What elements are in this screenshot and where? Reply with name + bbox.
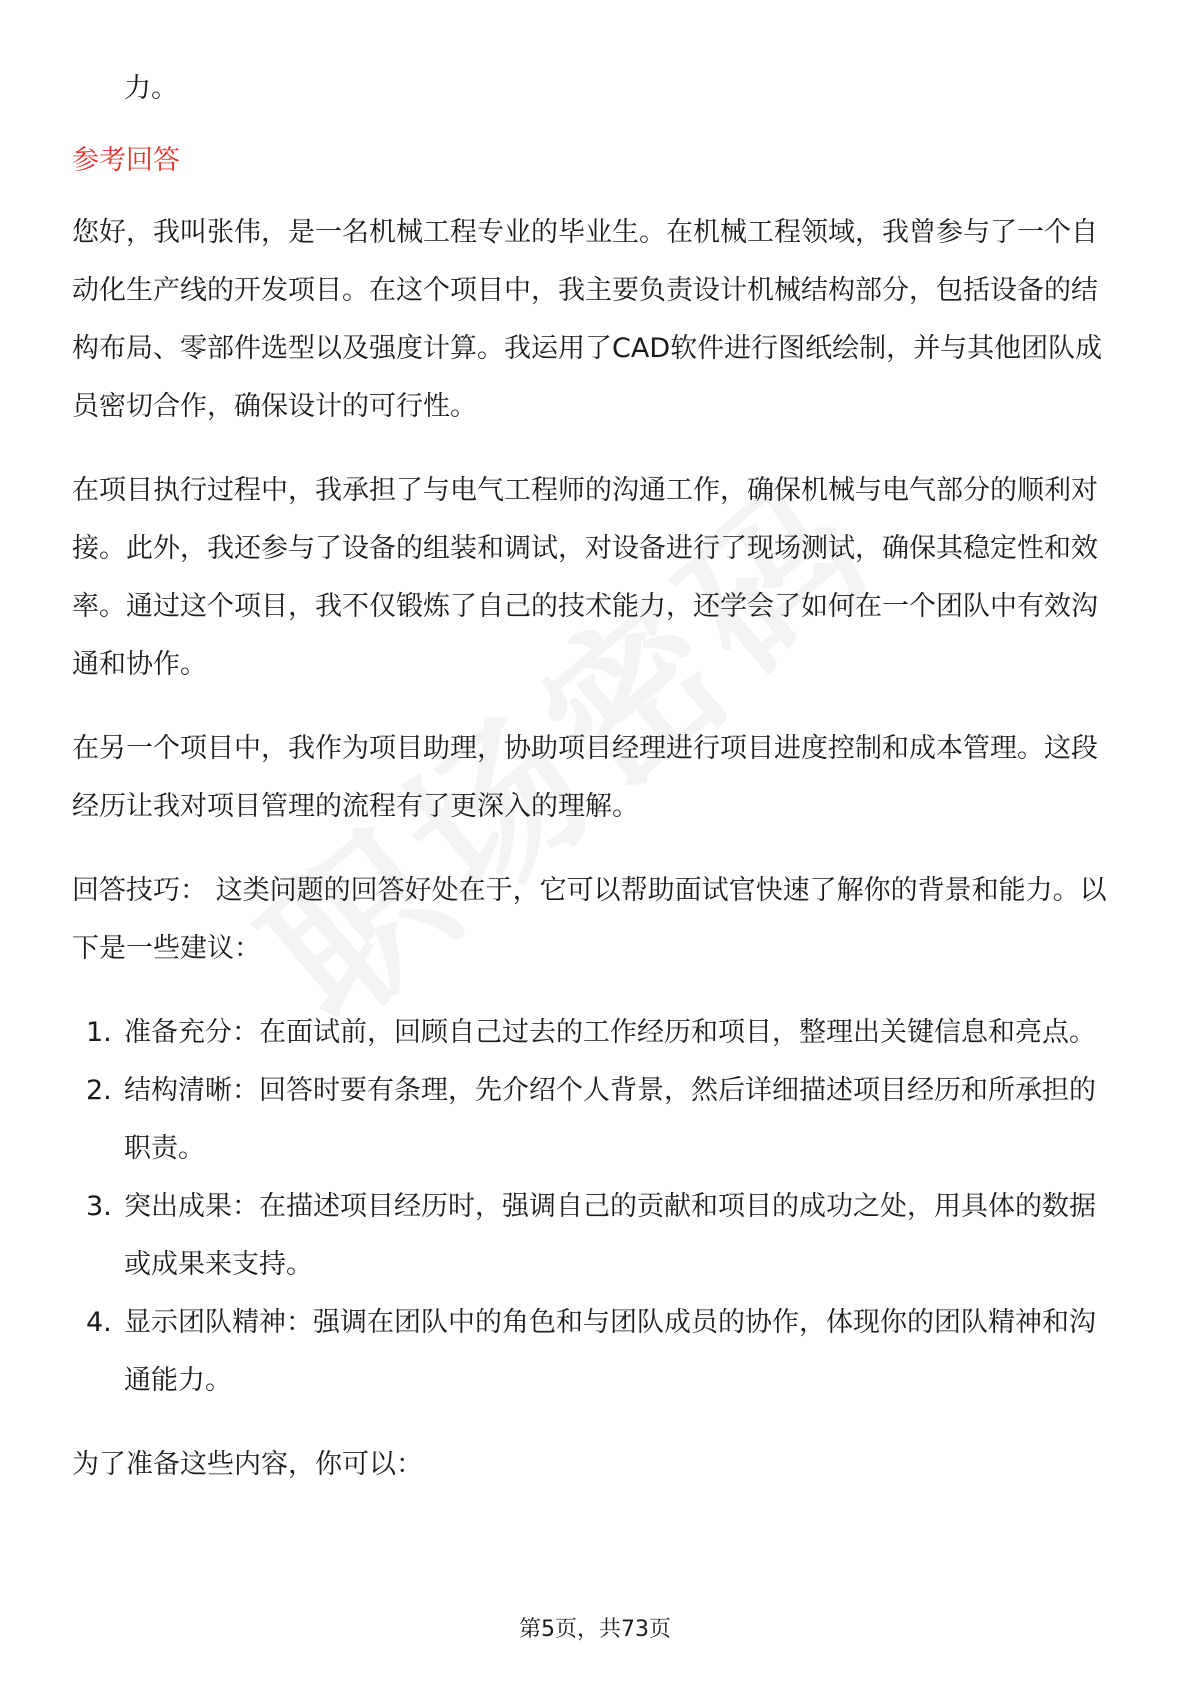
list-item-number: 2.: [86, 1075, 112, 1106]
list-item-text: 突出成果：在描述项目经历时，强调自己的贡献和项目的成功之处，用具体的数据或成果来支持。: [124, 1191, 1096, 1280]
section-heading: 参考回答: [72, 145, 180, 176]
tips-list: [72, 1004, 1122, 1410]
list-item-number: 3.: [86, 1191, 112, 1222]
list-item: [72, 1294, 1122, 1410]
closing-paragraph: 为了准备这些内容，你可以：: [72, 1449, 423, 1480]
list-item: [72, 1178, 1122, 1294]
list-item-text: 准备充分：在面试前，回顾自己过去的工作经历和项目，整理出关键信息和亮点。: [124, 1017, 1096, 1048]
list-item-text: 显示团队精神：强调在团队中的角色和与团队成员的协作，体现你的团队精神和沟通能力。: [124, 1307, 1096, 1396]
list-item: [72, 1004, 1122, 1062]
tips-intro-paragraph: 回答技巧： 这类问题的回答好处在于，它可以帮助面试官快速了解你的背景和能力。以下是一些建议：: [72, 875, 1107, 964]
list-item-text: 结构清晰：回答时要有条理，先介绍个人背景，然后详细描述项目经历和所承担的职责。: [124, 1075, 1096, 1164]
answer-paragraph-2: 在项目执行过程中，我承担了与电气工程师的沟通工作，确保机械与电气部分的顺利对接。此外，我还参与了设备的组装和调试，对设备进行了现场测试，确保其稳定性和效率。通过这个项目，我不仅锻炼了自己的技术能力，还学会了如何在一个团队中有效沟通和协作。: [72, 475, 1098, 680]
list-item-number: 1.: [86, 1017, 112, 1048]
page-content: [72, 60, 1122, 1494]
list-item-number: 4.: [86, 1307, 112, 1338]
list-item: [72, 1062, 1122, 1178]
answer-paragraph-1: 您好，我叫张伟，是一名机械工程专业的毕业生。在机械工程领域，我曾参与了一个自动化生产线的开发项目。在这个项目中，我主要负责设计机械结构部分，包括设备的结构布局、零部件选型以及强度计算。我运用了CAD软件进行图纸绘制，并与其他团队成员密切合作，确保设计的可行性。: [72, 217, 1103, 422]
page-number-footer: 第5页，共73页: [519, 1617, 671, 1642]
answer-paragraph-3: 在另一个项目中，我作为项目助理，协助项目经理进行项目进度控制和成本管理。这段经历让我对项目管理的流程有了更深入的理解。: [72, 733, 1098, 822]
continued-text: 力。: [124, 73, 178, 104]
